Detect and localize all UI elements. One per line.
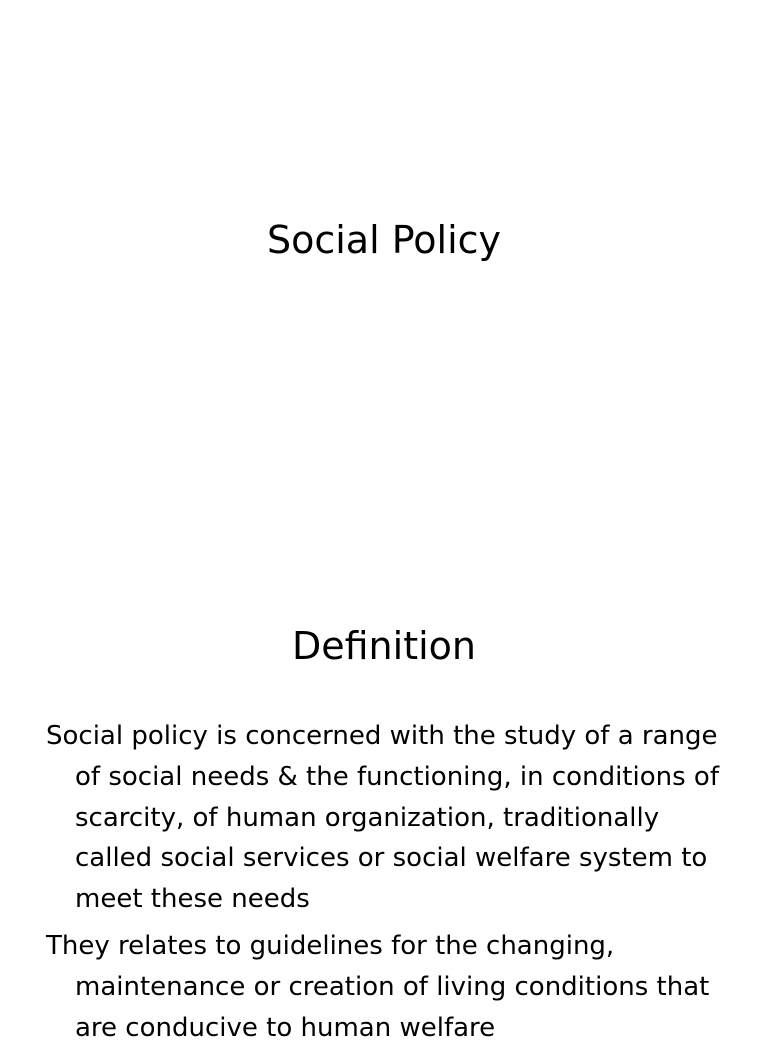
slide-title: Social Policy <box>266 218 502 262</box>
bullet-list <box>46 716 728 1054</box>
definition-slide <box>0 576 768 1043</box>
slide-heading: Definition <box>291 624 476 668</box>
bullet-item: They relates to guidelines for the changing, maintenance or creation of living conditions that are conducive to human welfare <box>46 930 710 1043</box>
bullet-item: Social policy is concerned with the study of a range of social needs & the functioning, in conditions of scarcity, of human organization, traditionally called social services or social welfare system to meet these needs <box>46 721 719 915</box>
